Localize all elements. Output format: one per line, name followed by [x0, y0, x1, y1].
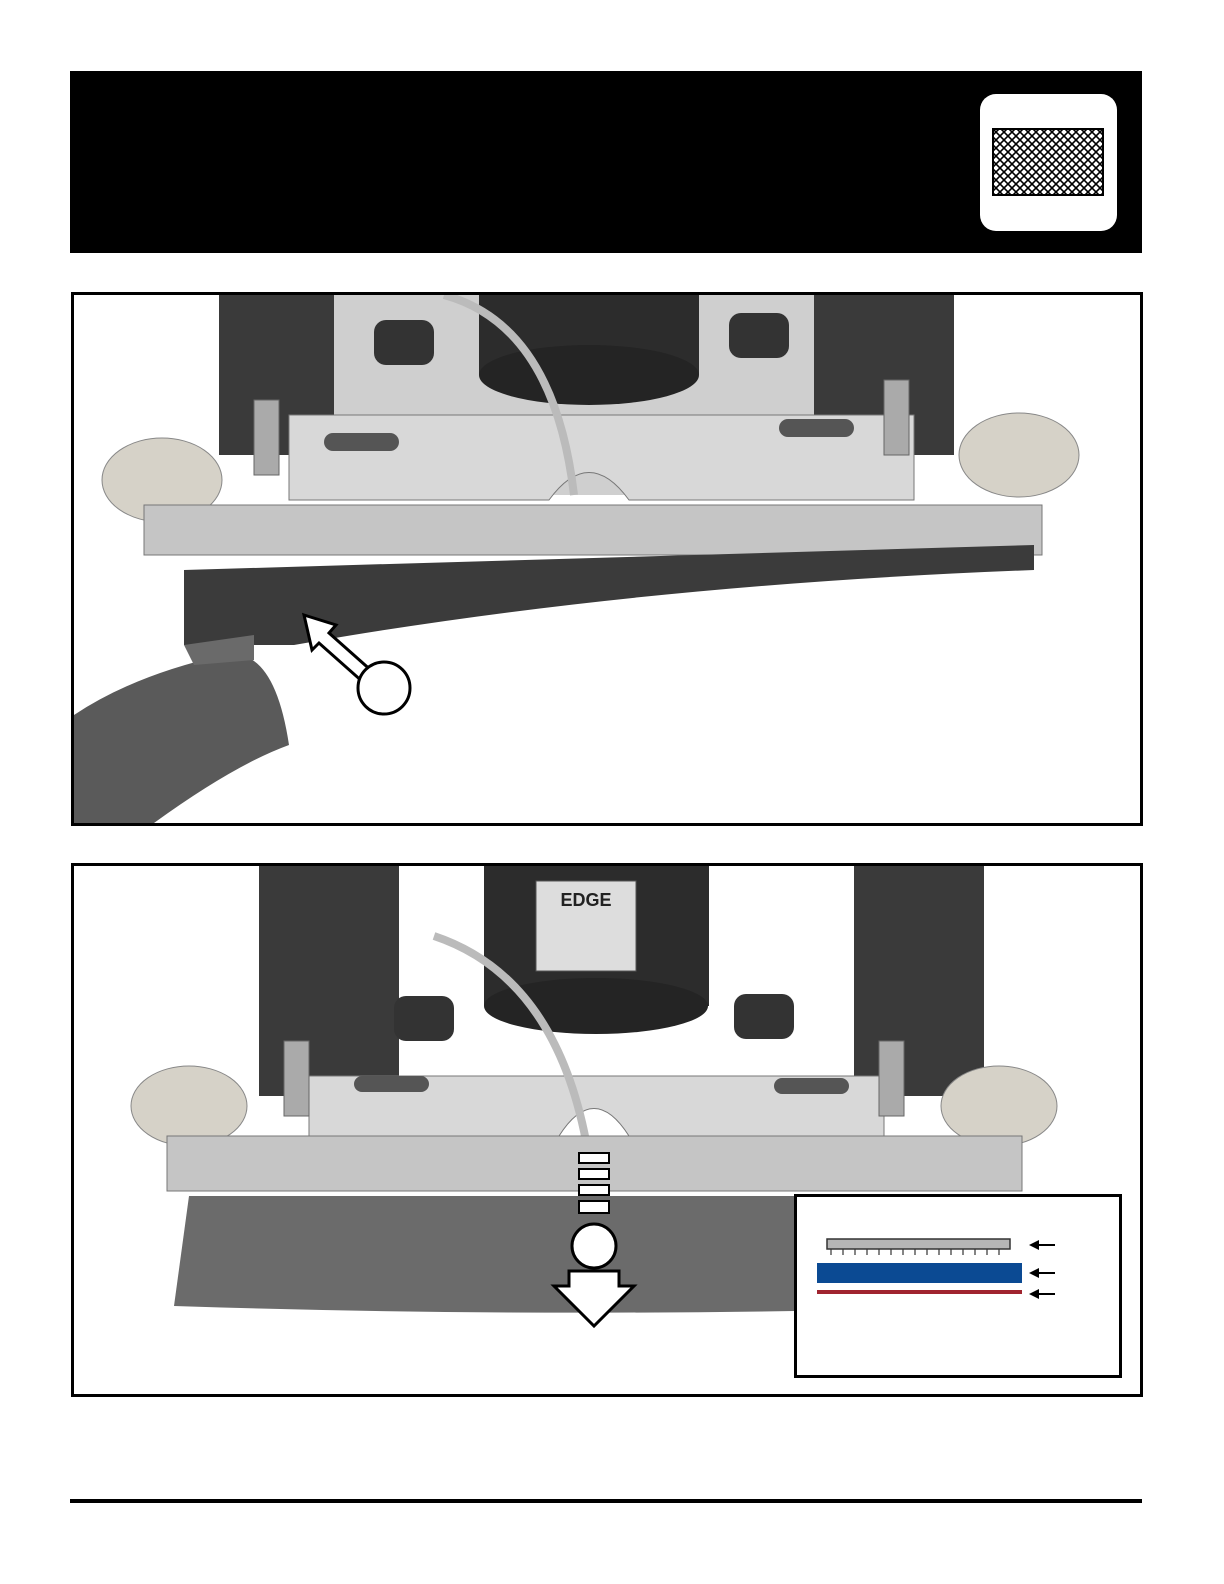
drive-plate-layer — [827, 1239, 1010, 1249]
photo-panel-remove-pad — [71, 292, 1143, 826]
filter-pad-mesh-icon — [992, 128, 1104, 196]
brand-label: EDGE — [560, 890, 612, 910]
photo-panel-install-pad — [71, 863, 1143, 1397]
header-band — [70, 71, 1142, 253]
machine-photo-top — [74, 295, 1140, 823]
layer-diagram-inset — [794, 1194, 1122, 1378]
backing-layer — [817, 1290, 1022, 1294]
layer-diagram — [797, 1197, 1119, 1375]
header-icon-box — [980, 94, 1117, 231]
pad-layer — [817, 1263, 1022, 1283]
footer-rule — [70, 1499, 1142, 1503]
layer-arrow-icon — [1029, 1240, 1055, 1299]
